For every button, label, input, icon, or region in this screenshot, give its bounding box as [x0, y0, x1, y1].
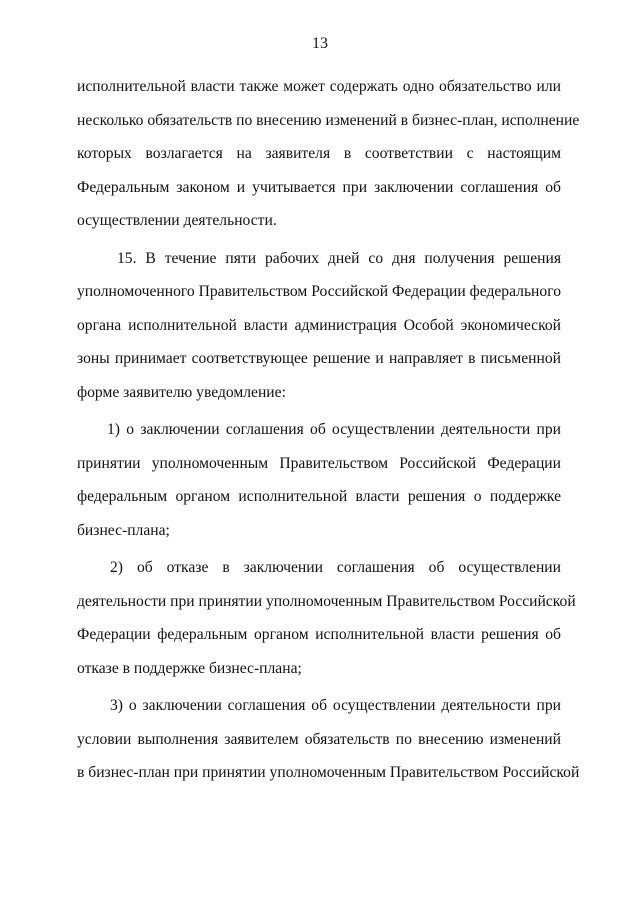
text-line: бизнес-плана;	[77, 521, 170, 539]
paragraph-subitem-1	[77, 413, 561, 547]
text-line: 1) о заключении соглашения об осуществлении деятельности при	[107, 421, 561, 438]
text-line: уполномоченного Правительством Российской Федерации федерального	[77, 283, 561, 300]
text-line: условии выполнения заявителем обязательств по внесению изменений	[77, 730, 561, 748]
paragraph-item-15	[77, 242, 561, 410]
text-line: Федерации федеральным органом исполнительной власти решения об	[77, 626, 561, 643]
text-line: принятии уполномоченным Правительством Российской Федерации	[77, 454, 561, 472]
text-line: исполнительной власти также может содержать одно обязательство или	[77, 78, 561, 95]
text-line: органа исполнительной власти администрация Особой экономической	[77, 316, 561, 334]
text-line: федеральным органом исполнительной власти решения о поддержке	[77, 488, 561, 505]
text-line: в бизнес-план при принятии уполномоченным Правительством Российской	[77, 764, 580, 781]
text-line: деятельности при принятии уполномоченным Правительством Российской	[77, 592, 576, 610]
text-line: 3) о заключении соглашения об осуществлении деятельности при	[110, 697, 561, 714]
text-line: 2) об отказе в заключении соглашения об осуществлении	[110, 559, 561, 576]
text-line: Федеральным законом и учитывается при заключении соглашения об	[77, 178, 561, 196]
text-line: зоны принимает соответствующее решение и направляет в письменной	[77, 350, 561, 367]
page-number: 13	[312, 35, 328, 52]
paragraph-continuation	[77, 70, 580, 238]
text-line: несколько обязательств по внесению изменений в бизнес-план, исполнение	[77, 111, 580, 129]
text-line: отказе в поддержке бизнес-плана;	[77, 659, 302, 677]
text-line: 15. В течение пяти рабочих дней со дня получения решения	[117, 249, 561, 267]
paragraph-subitem-3	[77, 689, 580, 790]
text-line: осуществлении деятельности.	[77, 212, 277, 229]
text-line: форме заявителю уведомление:	[77, 383, 286, 401]
text-line: которых возлагается на заявителя в соответствии с настоящим	[77, 145, 561, 162]
paragraph-subitem-2	[77, 551, 576, 685]
document-body	[77, 70, 580, 790]
